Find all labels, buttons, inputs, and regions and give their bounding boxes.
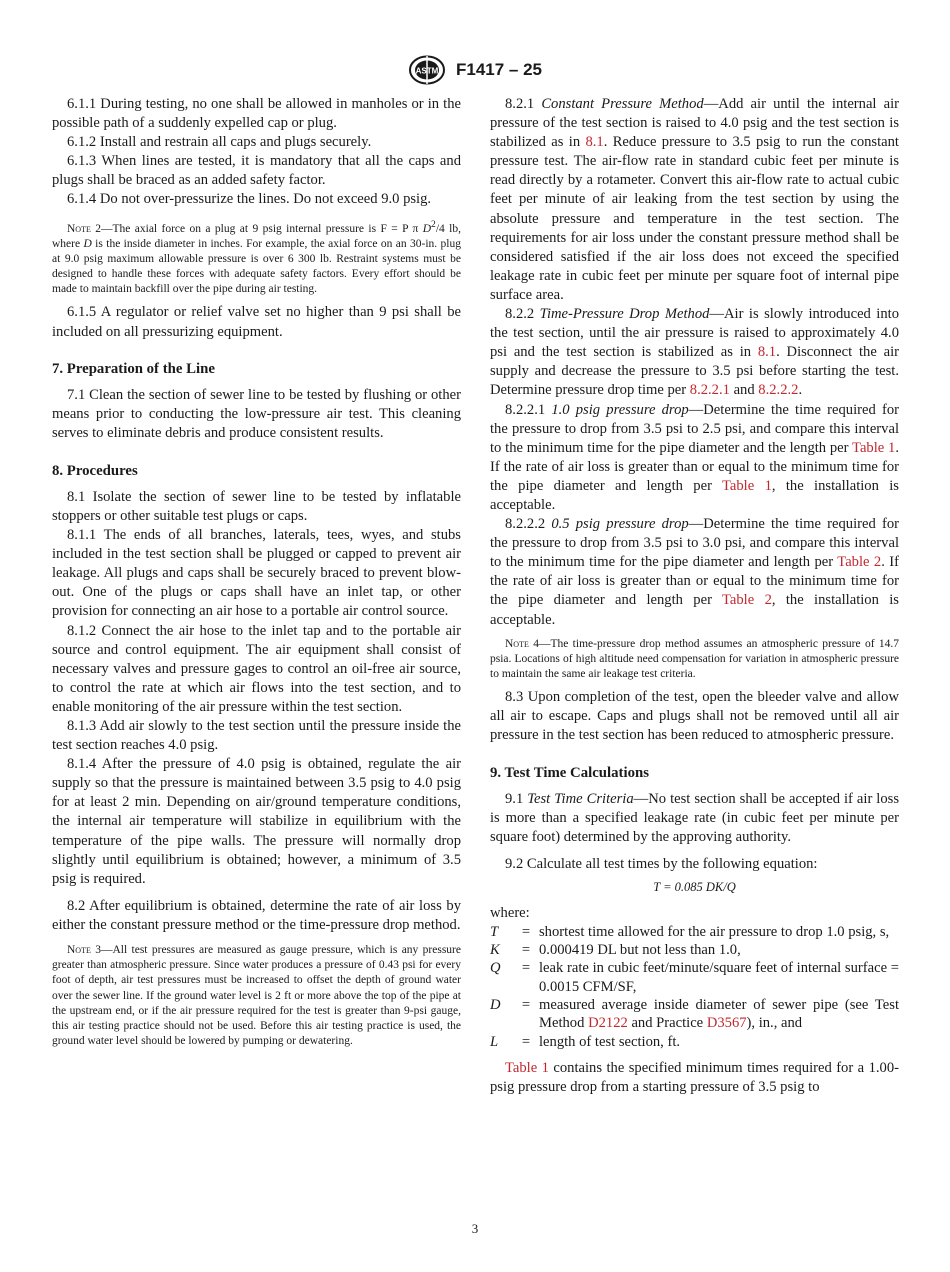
para-8-2-1: 8.2.1 Constant Pressure Method—Add air until the internal air pressure of the test section is raised to 4.0 psig and the test section is stabilized as in 8.1. Reduce pressure to 3.5 psig to run the constant pressure test. The air-flow rate in standard cubic feet per minute is read directly by a rotameter. Convert this air-flow rate to actual cubic feet per minute of air leaking from the test section by using the absolute pressure and temperature in the test section. The requirements for air loss under the constant pressure method shall be considered satisfied if the air loss does not exceed the specified leakage rate in cubic feet per minute per square foot of internal pipe surface area. [490, 96, 900, 303]
link-d2122[interactable]: D2122 [588, 1015, 628, 1032]
link-table-2[interactable]: Table 2 [722, 592, 772, 609]
para-8-1-3: 8.1.3 Add air slowly to the test section until the pressure inside the test section reaches 4.0 psig. [52, 718, 461, 754]
link-8-2-2-1[interactable]: 8.2.2.1 [689, 382, 730, 399]
para-8-2: 8.2 After equilibrium is obtained, determine the rate of air loss by either the constant pressure method or the time-pressure drop method. [52, 897, 461, 933]
note-3-label: Note [67, 944, 91, 957]
variable-definition: Q = leak rate in cubic feet/minute/square feet of internal surface = 0.0015 CFM/SF, [490, 960, 899, 995]
right-column [490, 95, 899, 1097]
para-8-2-2: 8.2.2 Time-Pressure Drop Method—Air is slowly introduced into the test section, until the air pressure is raised to approximately 4.0 psi and the test section is stabilized as in 8.1. Disconnect the air supply and decrease the pressure to 3.5 psi before starting the test. Determine pressure drop time per 8.2.2.1 and 8.2.2.2. [490, 306, 899, 399]
section-9-heading: 9. Test Time Calculations [490, 764, 649, 781]
left-column [52, 95, 461, 1049]
para-table-1-intro: Table 1 contains the specified minimum times required for a 1.00-psig pressure drop from a starting pressure of 3.5 psig to [490, 1059, 899, 1096]
para-6-1-3: 6.1.3 When lines are tested, it is mandatory that all the caps and plugs shall be braced as an added safety factor. [52, 153, 461, 189]
para-8-1-1: 8.1.1 The ends of all branches, laterals, tees, wyes, and stubs included in the test section shall be plugged or capped to prevent air leakage. All plugs and caps shall be securely braced to prevent blow-out. One of the plugs or caps shall have an inlet tap, or other provision for connecting an air hose to a portable air control source. [52, 527, 461, 620]
astm-logo-icon [408, 55, 446, 85]
para-8-3: 8.3 Upon completion of the test, open the bleeder valve and allow all air to escape. Caps and plugs shall not be removed until all air pressure in the test section has been reduced to atmospheric pressure. [490, 689, 899, 744]
para-6-1-2: 6.1.2 Install and restrain all caps and plugs securely. [67, 134, 372, 151]
test-time-equation: T = 0.085 DK/Q [653, 879, 736, 894]
section-8-heading: 8. Procedures [52, 462, 138, 479]
link-table-1[interactable]: Table 1 [852, 439, 896, 456]
where-label: where: [490, 904, 530, 921]
document-id: F1417 – 25 [455, 60, 542, 79]
note-4-label: Note [505, 637, 529, 650]
link-table-2[interactable]: Table 2 [837, 554, 882, 571]
para-8-1: 8.1 Isolate the section of sewer line to be tested by inflatable stoppers or other suitable test plugs or caps. [52, 488, 461, 524]
para-7-1: 7.1 Clean the section of sewer line to be tested by flushing or other means prior to conducting the low-pressure air test. This cleaning serves to eliminate debris and produce consistent results. [52, 386, 461, 441]
note-2: Note 2—The axial force on a plug at 9 psig internal pressure is F = P π $D^2/4$ lb, where D is the inside diameter in inches. For example, the axial force on an 30-in. plug at 9.0 psig maximum allowable pressure is over 6 300 lb. Restraint systems must be designed to handle these forces with adequate safety factors. Every effort should be made to maintain backfill over the pipe during air testing. [52, 218, 462, 296]
note-3: Note 3—All test pressures are measured as gauge pressure, which is any pressure greater than atmospheric pressure. Since water produces a pressure of 0.43 psi for every foot of depth, air test pressures must be increased to offset the depth of ground water over the sewer line. If the ground water level is 2 ft or more above the top of the pipe at the upstream end, or if the air pressure required for the test is greater than 9-psi gauge, this air testing practice should not be used. Before this air testing practice is used, the ground water level should be lowered by pumping or dewatering. [52, 944, 461, 1048]
note-4: Note 4—The time-pressure drop method assumes an atmospheric pressure of 14.7 psia. Locations of high altitude need compensation for variation in atmospheric pressure to maintain the same air leakage test criteria. [490, 637, 899, 681]
variable-definition: L = length of test section, ft. [490, 1033, 681, 1050]
para-6-1-5: 6.1.5 A regulator or relief valve set no higher than 9 psi shall be included on all pressurizing equipment. [52, 304, 461, 340]
para-9-2: 9.2 Calculate all test times by the following equation: [505, 855, 818, 872]
link-8-1[interactable]: 8.1 [757, 344, 777, 361]
para-8-2-2-1: 8.2.2.1 1.0 psig pressure drop—Determine the time required for the pressure to drop from 3.5 psi to 2.5 psi, and compare this interval to the minimum time for the pipe diameter and the length per Table 1. If the rate of air loss is greater than or equal to the minimum time for the pipe diameter and length per Table 1, the installation is acceptable. [490, 401, 899, 513]
variable-definition: T = shortest time allowed for the air pressure to drop 1.0 psig, s, [490, 923, 890, 940]
link-table-1[interactable]: Table 1 [505, 1059, 549, 1076]
link-8-1[interactable]: 8.1 [585, 134, 604, 151]
para-9-1: 9.1 Test Time Criteria—No test section shall be accepted if air loss is more than a specified leakage rate (in cubic feet per minute per square foot) determined by the approving authority. [490, 790, 900, 845]
page-header [0, 55, 950, 85]
link-table-1[interactable]: Table 1 [722, 477, 772, 494]
para-8-1-2: 8.1.2 Connect the air hose to the inlet tap and to the portable air source and control equipment. The air equipment shall consist of necessary valves and pressure gages to control an oil-free air source, to control the rate at which air flows into the test section, and to enable monitoring of the air pressure within the test section. [52, 622, 461, 715]
page-number: 3 [471, 1221, 479, 1236]
para-8-1-4: 8.1.4 After the pressure of 4.0 psig is obtained, regulate the air supply so that the pressure is maintained between 3.5 psig to 4.0 psig for at least 2 min. Depending on air/ground temperature conditions, the internal air temperature will stabilize in equilibrium with the temperature of the pipe walls. The pressure will normally drop slightly until equilibrium is obtained; however, a minimum of 3.5 psig is required. [52, 756, 461, 887]
para-8-2-2-2: 8.2.2.2 0.5 psig pressure drop—Determine the time required for the pressure to drop from 3.5 psi to 3.0 psi, and compare this interval to the minimum time for the pipe diameter and length per Table 2. If the rate of air loss is greater than or equal to the minimum time for the pipe diameter and length per Table 2, the installation is acceptable. [490, 516, 899, 628]
para-6-1-1: 6.1.1 During testing, no one shall be allowed in manholes or in the possible path of a suddenly expelled cap or plug. [52, 96, 461, 132]
variable-definition: K = 0.000419 DL but not less than 1.0, [490, 942, 741, 959]
logo-text: ASTM [415, 66, 439, 76]
section-7-heading: 7. Preparation of the Line [52, 360, 215, 377]
note-2-label: Note [67, 222, 91, 235]
para-6-1-4: 6.1.4 Do not over-pressurize the lines. Do not exceed 9.0 psig. [67, 191, 432, 208]
link-8-2-2-2[interactable]: 8.2.2.2 [758, 382, 799, 399]
variable-definition: D = measured average inside diameter of sewer pipe (see Test Method D2122 and Practice D3567), in., and [490, 997, 899, 1032]
link-d3567[interactable]: D3567 [706, 1015, 747, 1032]
